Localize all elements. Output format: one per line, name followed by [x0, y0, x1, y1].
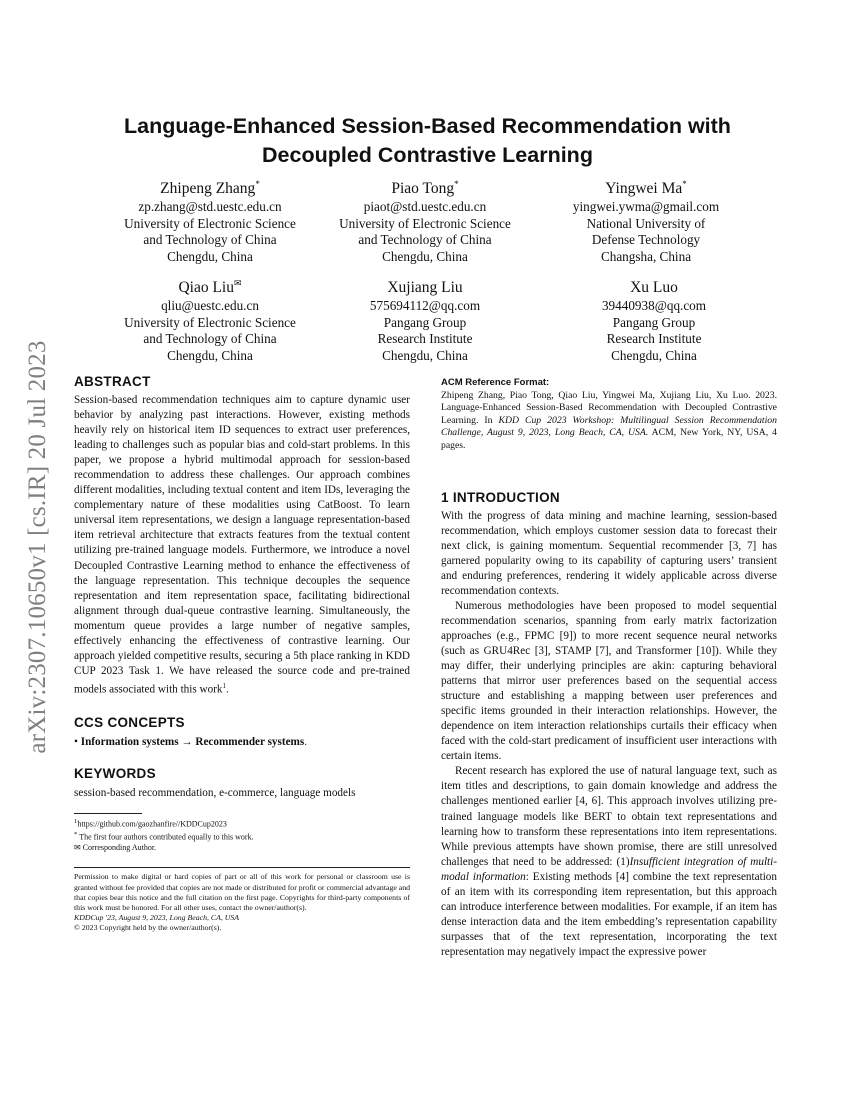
author-affiliation: Pangang Group: [612, 314, 696, 330]
author-affiliation: University of Electronic Science: [339, 215, 511, 231]
copyright-line: © 2023 Copyright held by the owner/author(s).: [74, 923, 222, 933]
author-email: zp.zhang@std.uestc.edu.cn: [138, 199, 282, 214]
author-block: [539, 278, 769, 364]
footnote-1: $^1$https://github.com/gaozhanfire//KDDCup2023: [74, 817, 227, 829]
author-affiliation: University of Electronic Science: [124, 314, 296, 330]
author-name: Qiao Liu✉: [178, 277, 242, 296]
author-location: Chengdu, China: [167, 248, 253, 264]
author-email: piaot@std.uestc.edu.cn: [363, 199, 487, 214]
acm-reference: [441, 377, 777, 453]
arxiv-identifier: arXiv:2307.10650v1 [cs.IR] 20 Jul 2023: [24, 340, 51, 754]
title-line-1: Language-Enhanced Session-Based Recommendation with: [124, 114, 731, 138]
author-affiliation: and Technology of China: [358, 232, 492, 247]
keywords-text: session-based recommendation, e-commerce, language models: [74, 786, 356, 799]
author-affiliation: University of Electronic Science: [124, 215, 296, 231]
author-name: Yingwei Ma*: [605, 178, 687, 197]
permission-text: Permission to make digital or hard copies of part or all of this work for personal or classroom use is granted without fee provided that copies are not made or distributed for profit or commercial advantage and that copies bear this notice and the full citation on the first page. Copyrights for third-party components of this work must be honored. For all other uses, contact the owner/author(s).: [74, 872, 411, 912]
author-affiliation: and Technology of China: [143, 232, 277, 247]
author-location: Chengdu, China: [167, 347, 253, 363]
abstract-text: Session-based recommendation techniques aim to capture dynamic user behavior by analyzing past interactions. However, existing methods heavily rely on historical item ID sequences to extract user preferences, leading to challenges such as popular bias and cold-start problems. In this paper, we propose a hybrid multimodal approach for session-based recommendation to address these challenges. Our approach combines different modalities, including textual content and item IDs, leveraging the complementary nature of these modalities using CatBoost. To learn universal item representations, we design a language representation-based item retrieval architecture that extracts features from the textual content utilizing pre-trained language models. Furthermore, we introduce a novel Decoupled Contrastive Learning method to enhance the effectiveness of the language representation. This technique decouples the sequence representation and item representation space, facilitating bidirectional alignment through dual-queue contrastive learning. Simultaneously, the momentum queue provides a large number of negative samples, effectively enhancing the effectiveness of contrastive learning. Our approach yielded competitive results, securing a 5th place ranking in KDD CUP 2023 Task 1. We have released the source code and pre-trained models associated with this work$^1$.: [74, 394, 410, 696]
author-affiliation: National University of: [586, 215, 706, 231]
author-email: yingwei.ywma@gmail.com: [572, 199, 720, 214]
ccs-concepts: • Information systems → Recommender systems.: [74, 735, 308, 748]
author-block: [310, 179, 540, 265]
envelope-icon: ✉: [74, 842, 81, 852]
acm-reference-heading: ACM Reference Format:: [441, 377, 550, 388]
abstract-heading: ABSTRACT: [74, 374, 151, 389]
ccs-heading: CCS CONCEPTS: [74, 714, 185, 730]
author-location: Chengdu, China: [382, 248, 468, 264]
author-name: Piao Tong*: [391, 178, 459, 197]
permission-divider: [74, 867, 410, 868]
intro-paragraph-3: Recent research has explored the use of natural language text, such as item titles and descriptions, to gain domain knowledge and address the challenges mentioned earlier [4, 6]. This approach involves utilizing pre-trained language models like BERT to obtain text representations and learning how to transform these representations into item representations. While previous attempts have shown promise, there are still unresolved challenges that need to be addressed: (1)Insufficient integration of multi-modal information: Existing methods [4] combine the text representation of an item with its corresponding item representation, but this approach can introduce interference between modalities. For example, if an item has dense interaction data and the item embedding’s representation capability surpasses that of the text representation, incorporating the text representation may negatively impact the expressive power: [441, 765, 777, 958]
footnote-corresponding: ✉ Corresponding Author.: [74, 842, 157, 852]
paper-title: [80, 112, 775, 170]
author-email: 575694112@qq.com: [369, 298, 481, 313]
left-column: [74, 373, 410, 934]
author-email: qliu@uestc.edu.cn: [161, 298, 259, 313]
author-location: Chengdu, China: [611, 347, 697, 363]
author-email: 39440938@qq.com: [601, 298, 707, 313]
author-name: Xujiang Liu: [387, 279, 463, 296]
title-line-2: Decoupled Contrastive Learning: [262, 143, 593, 167]
author-block: [310, 278, 540, 364]
intro-paragraph-2: Numerous methodologies have been proposed to model sequential recommendation scenarios, spanning from early matrix factorization approaches (e.g., FPMC [9]) to more recent sequence neural networks (such as GRU4Rec [3], STAMP [7], and Transformer [10]). While they may differ, their underlying principles are akin: capturing behavioral patterns that mirror user preferences based on the sequential access structure and establishing a mapping between user preferences and specific items grounded in their interaction relationships. However, the dependence on item interaction relationships curtails their efficacy when faced with the cold-start predicament of insufficient user interactions with certain items.: [441, 599, 777, 763]
author-block: [95, 278, 325, 364]
author-affiliation: Research Institute: [606, 331, 702, 346]
author-affiliation: Pangang Group: [383, 314, 467, 330]
envelope-icon: ✉: [233, 277, 242, 288]
footnote-equal-contribution: * The first four authors contributed equally to this work.: [74, 830, 254, 842]
acm-reference-text: Zhipeng Zhang, Piao Tong, Qiao Liu, Yingwei Ma, Xujiang Liu, Xu Luo. 2023. Language-Enhanced Session-Based Recommendation with Decoupled Contrastive Learning. In KDD Cup 2023 Workshop: Multilingual Session Recommendation Challenge, August 9, 2023, Long Beach, CA, USA. ACM, New York, NY, USA, 4 pages.: [441, 389, 777, 451]
permission-block: [74, 867, 410, 933]
author-block: [95, 179, 325, 265]
intro-paragraph-1: With the progress of data mining and machine learning, session-based recommendation, which employs customer session data to forecast their next click, is gaining momentum. Sequential recommender [3, 7] has garnered popularity owing to its capability of capturing users’ transient and enduring preferences, rendering it widely applicable across diverse recommendation contexts.: [441, 509, 777, 597]
author-block: [531, 179, 761, 265]
venue-line: KDDCup '23, August 9, 2023, Long Beach, CA, USA: [74, 913, 240, 923]
author-location: Changsha, China: [600, 248, 692, 264]
footnote-divider: [74, 813, 142, 814]
author-name: Xu Luo: [630, 279, 678, 296]
footnotes: [74, 813, 410, 854]
introduction-heading: 1 INTRODUCTION: [441, 489, 560, 505]
author-name: Zhipeng Zhang*: [160, 178, 260, 197]
author-affiliation: Research Institute: [377, 331, 473, 346]
keywords-heading: KEYWORDS: [74, 765, 156, 781]
author-affiliation: and Technology of China: [143, 331, 277, 346]
author-affiliation: Defense Technology: [591, 232, 701, 247]
right-column: [441, 377, 777, 960]
author-location: Chengdu, China: [382, 347, 468, 363]
